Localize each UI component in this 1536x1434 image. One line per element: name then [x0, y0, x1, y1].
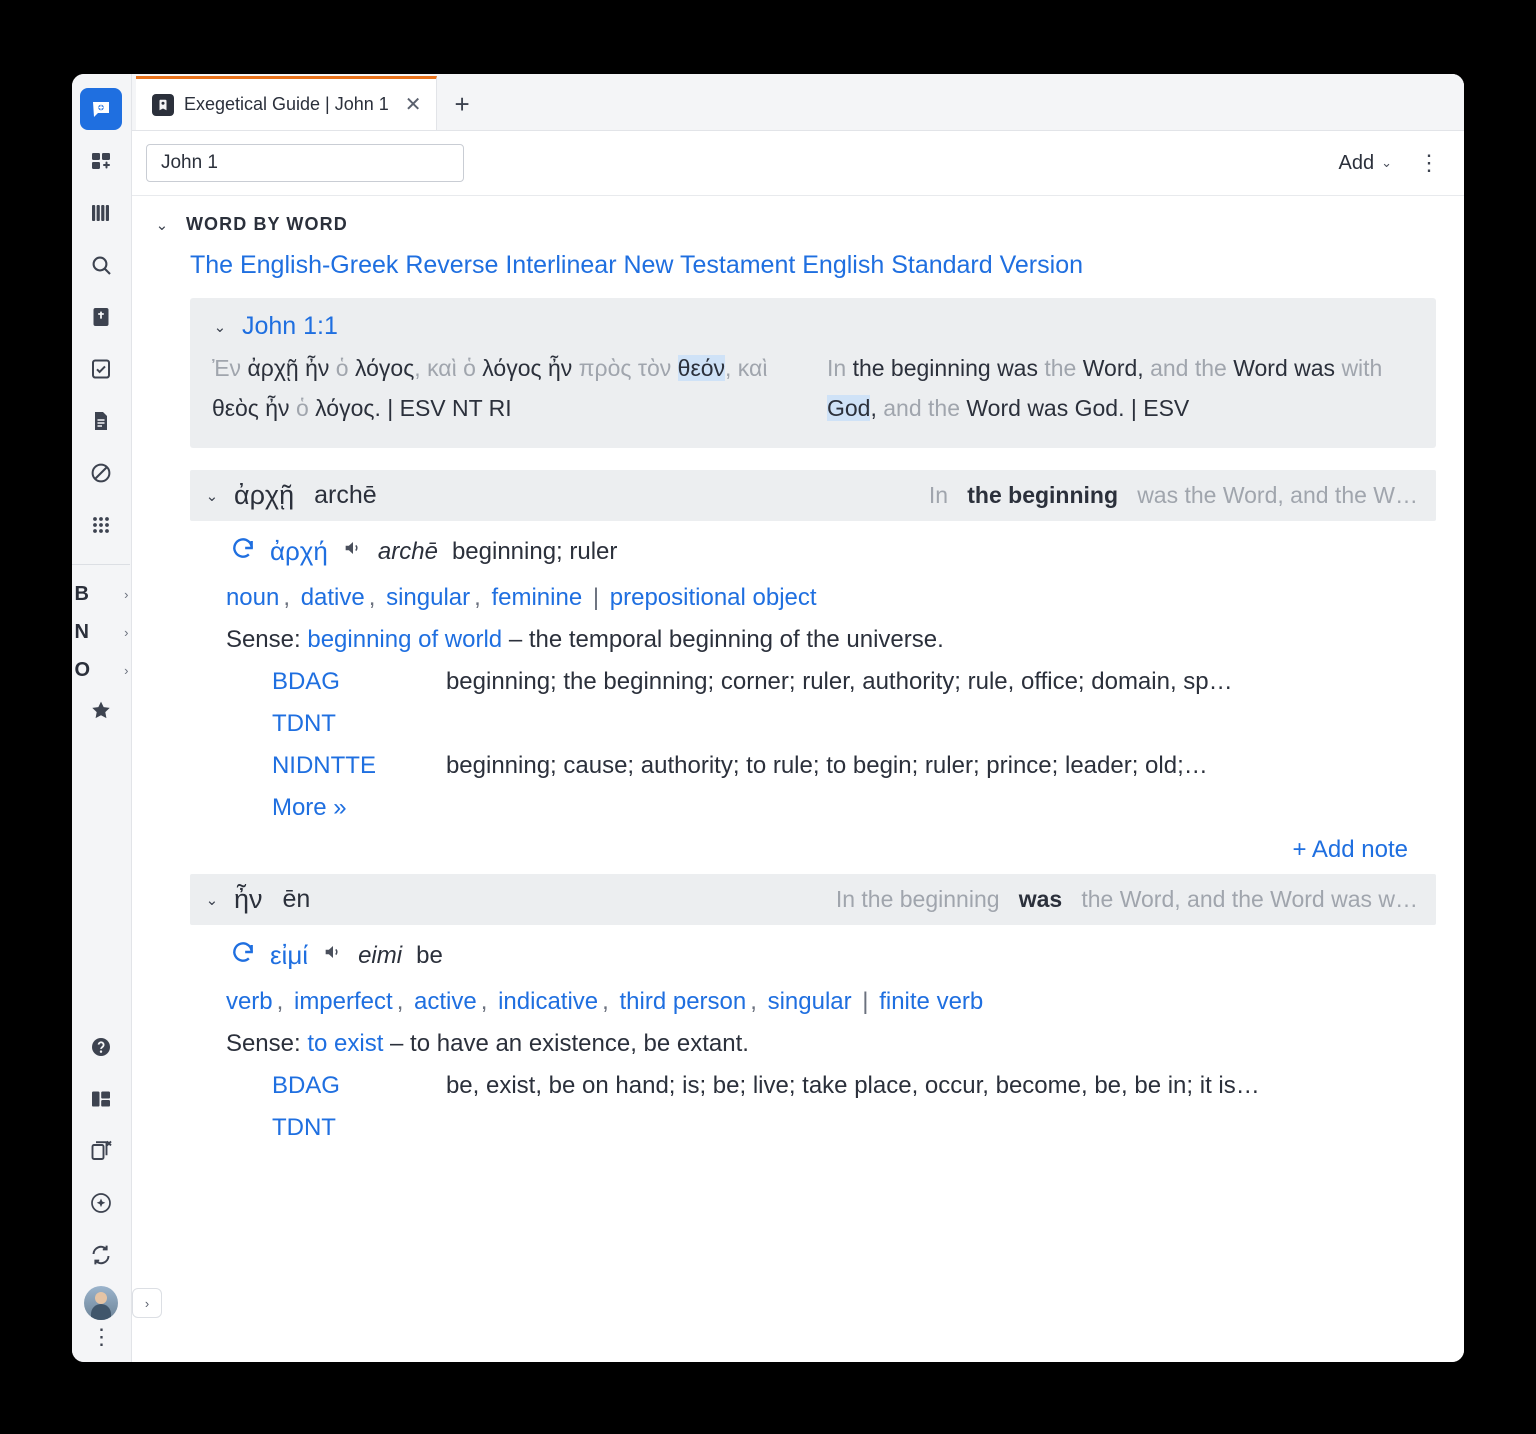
morph-link[interactable]: finite verb — [879, 988, 984, 1016]
add-note-button[interactable]: + Add note — [1292, 836, 1408, 864]
reference-value: John 1 — [160, 152, 218, 173]
reference-input[interactable] — [146, 144, 464, 182]
morph-separator: , — [480, 988, 495, 1016]
tab-label: Exegetical Guide | John 1 — [183, 94, 389, 114]
verse-reference[interactable]: John 1:1 — [241, 312, 338, 340]
logos-book-icon — [152, 94, 174, 116]
sidebar-item-sync[interactable] — [80, 1234, 122, 1276]
verse-token[interactable]: Word was God. | ESV — [966, 394, 1190, 421]
sidebar-item-tasks[interactable] — [80, 348, 122, 390]
dictionary-text: beginning; the beginning; corner; ruler, authority; rule, office; domain, sp… — [445, 668, 1233, 696]
sidebar-letter-label: B — [74, 582, 89, 605]
sidebar-item-documents[interactable] — [80, 400, 122, 442]
context-before: In the beginning — [835, 886, 1000, 913]
verse-english-text — [827, 349, 1414, 428]
new-tab-button[interactable]: + — [454, 89, 470, 119]
sense-row — [226, 626, 1436, 654]
morph-link[interactable]: indicative — [498, 988, 599, 1016]
sense-definition: – the temporal beginning of the universe. — [502, 626, 944, 654]
dictionary-text: be, exist, be on hand; is; be; live; take place, occur, become, be, be in; it is… — [445, 1072, 1260, 1100]
sidebar-more-button[interactable]: ⋮ — [90, 1324, 113, 1349]
sidebar-item-bible[interactable] — [80, 296, 122, 338]
verse-token[interactable]: with — [1341, 355, 1383, 381]
word-entry — [190, 874, 1436, 1142]
sense-link[interactable]: beginning of world — [307, 626, 503, 654]
lemma-row — [230, 535, 1436, 568]
morph-link[interactable]: prepositional object — [609, 584, 817, 612]
dictionary-row — [272, 752, 1436, 780]
chevron-down-icon: ⌄ — [205, 891, 219, 909]
sidebar-item-search[interactable] — [80, 244, 122, 286]
verse-token[interactable]: θεὸς ἦν — [211, 394, 296, 421]
close-icon[interactable]: ✕ — [404, 94, 422, 116]
section-word-by-word-header[interactable] — [132, 214, 1464, 235]
tab-exegetical-guide[interactable] — [136, 76, 437, 130]
verse-greek-text — [212, 349, 799, 428]
chevron-down-icon: ⌄ — [1381, 155, 1392, 170]
word-header[interactable] — [190, 874, 1436, 925]
dictionary-row — [272, 1114, 1436, 1142]
verse-token[interactable]: καὶ — [737, 355, 768, 381]
morphology-row — [226, 984, 1436, 1020]
morph-link[interactable]: imperfect — [293, 988, 393, 1016]
sense-link[interactable]: to exist — [307, 1030, 384, 1058]
left-rail — [72, 74, 150, 1362]
sense-definition: – to have an existence, be extant. — [383, 1030, 749, 1058]
sidebar-expand-button[interactable]: › — [132, 1288, 162, 1318]
section-title: WORD BY WORD — [185, 214, 348, 234]
lemma-gloss: beginning; ruler — [451, 537, 618, 565]
sense-row — [226, 1030, 1436, 1058]
morph-link[interactable]: singular — [767, 988, 852, 1016]
add-button[interactable] — [1339, 152, 1393, 175]
word-header[interactable] — [190, 470, 1436, 521]
lemma-transliteration: archē — [377, 537, 438, 565]
verse-token[interactable]: ὁ — [335, 355, 355, 381]
morph-separator: , — [368, 584, 383, 612]
sidebar-item-b[interactable] — [72, 575, 130, 613]
verse-token[interactable]: λόγος ἦν — [482, 355, 579, 381]
morph-separator: , — [750, 988, 764, 1016]
more-link[interactable]: More » — [271, 794, 347, 822]
verse-token[interactable]: , — [414, 355, 428, 381]
lemma-link[interactable]: εἰμί — [269, 940, 309, 971]
avatar[interactable] — [84, 1286, 118, 1320]
sidebar-item-home[interactable] — [80, 88, 122, 130]
dictionary-name[interactable]: NIDNTTE — [271, 752, 376, 780]
sidebar-item-library[interactable] — [80, 192, 122, 234]
dictionary-row — [272, 1072, 1436, 1100]
morph-link[interactable]: singular — [386, 584, 471, 612]
morph-separator: | — [586, 584, 606, 612]
morph-separator: | — [855, 988, 876, 1016]
tab-bar — [132, 74, 1464, 131]
verse-token[interactable]: Ἐν — [211, 355, 248, 381]
verse-token[interactable]: and the — [883, 394, 967, 421]
sidebar-item-n[interactable] — [72, 613, 130, 651]
sidebar-item-panels[interactable] — [80, 1078, 122, 1120]
dictionary-row — [272, 668, 1436, 696]
morph-link[interactable]: feminine — [491, 584, 583, 612]
word-surface-form: ἀρχῇ — [233, 480, 295, 511]
more-options-button[interactable]: ⋮ — [1418, 150, 1440, 175]
morph-link[interactable]: active — [414, 988, 477, 1016]
lemma-gloss: be — [416, 941, 443, 969]
word-context — [836, 886, 1418, 913]
dictionary-name[interactable]: TDNT — [271, 710, 336, 738]
sidebar-letter-label: O — [74, 658, 91, 681]
morph-separator: , — [474, 584, 488, 612]
morphology-row — [226, 580, 1436, 616]
sidebar-letter-label: N — [74, 620, 89, 643]
toolbar-right — [1339, 152, 1447, 175]
morph-separator: , — [396, 988, 411, 1016]
toolbar — [132, 131, 1464, 196]
context-highlight: was — [1018, 886, 1063, 913]
verse-token[interactable]: πρὸς τὸν — [578, 355, 678, 381]
morph-link[interactable]: dative — [300, 584, 365, 612]
audio-icon[interactable] — [342, 537, 364, 566]
dictionary-name[interactable]: TDNT — [271, 1114, 336, 1142]
chevron-down-icon: ⌄ — [213, 318, 227, 336]
chevron-down-icon: ⌄ — [205, 487, 219, 505]
verse-token[interactable]: Word was — [1233, 355, 1342, 381]
verse-token[interactable]: θεόν — [677, 355, 726, 381]
verse-token[interactable]: God — [826, 394, 871, 421]
verse-token[interactable]: λόγος — [354, 355, 415, 381]
refresh-icon[interactable] — [230, 535, 256, 568]
sense-label: Sense: — [225, 626, 308, 654]
sidebar-item-assistant[interactable] — [80, 1182, 122, 1224]
verse-header[interactable] — [212, 312, 1414, 341]
verse-token[interactable]: and the — [1150, 355, 1234, 381]
morph-link[interactable]: verb — [225, 988, 273, 1016]
verse-token[interactable]: λόγος — [315, 394, 375, 421]
lemma-link[interactable]: ἀρχή — [269, 536, 328, 567]
morph-separator: , — [602, 988, 616, 1016]
morph-link[interactable]: noun — [225, 584, 280, 612]
lemma-row — [230, 939, 1436, 972]
chevron-right-icon: › — [124, 624, 129, 640]
word-transliteration: ēn — [282, 885, 311, 914]
context-after: was the Word, and the W… — [1137, 482, 1418, 509]
morph-link[interactable]: third person — [619, 988, 747, 1016]
audio-icon[interactable] — [322, 941, 344, 970]
morph-separator: , — [283, 584, 297, 612]
sidebar-item-layouts[interactable] — [80, 140, 122, 182]
verse-token[interactable]: καὶ ὁ — [427, 355, 483, 381]
verse-token[interactable]: ἀρχῇ ἦν — [247, 355, 336, 381]
guide-content — [132, 196, 1464, 1362]
word-context — [929, 482, 1418, 509]
resource-link[interactable]: The English-Greek Reverse Interlinear New Testament English Standard Version — [189, 251, 1083, 279]
dictionary-name[interactable]: BDAG — [271, 668, 340, 696]
lemma-transliteration: eimi — [358, 941, 403, 969]
sidebar-item-privacy[interactable] — [80, 452, 122, 494]
word-surface-form: ἦν — [233, 884, 263, 915]
sidebar-item-close-all[interactable] — [80, 1130, 122, 1172]
morph-separator: , — [276, 988, 290, 1016]
chevron-right-icon: › — [124, 586, 129, 602]
app-window — [72, 74, 1464, 1362]
add-label: Add — [1338, 151, 1375, 174]
verse-token[interactable]: , — [870, 394, 884, 421]
verse-card — [190, 298, 1436, 448]
word-entry — [190, 470, 1436, 864]
verse-token[interactable]: In — [826, 355, 853, 381]
verse-token[interactable]: the — [1044, 355, 1083, 381]
verse-token[interactable]: ὁ — [295, 394, 316, 421]
context-before: In — [928, 482, 949, 509]
context-after: the Word, and the Word was w… — [1081, 886, 1418, 913]
chevron-right-icon: › — [124, 662, 129, 678]
word-transliteration: archē — [314, 481, 377, 510]
dictionary-row — [272, 710, 1436, 738]
verse-token[interactable]: Word, — [1082, 355, 1151, 381]
main-area — [132, 74, 1464, 1362]
chevron-down-icon: ⌄ — [155, 216, 169, 234]
sidebar-item-help[interactable] — [80, 1026, 122, 1068]
context-highlight: the beginning — [967, 482, 1119, 509]
sidebar-item-favorites[interactable] — [80, 689, 122, 731]
verse-token[interactable]: , — [725, 355, 738, 381]
sidebar-item-o[interactable] — [72, 651, 130, 689]
verse-token[interactable]: the beginning was — [852, 355, 1045, 381]
dictionary-text: beginning; cause; authority; to rule; to begin; ruler; prince; leader; old;… — [445, 752, 1208, 780]
refresh-icon[interactable] — [230, 939, 256, 972]
sense-label: Sense: — [225, 1030, 308, 1058]
divider — [72, 564, 130, 565]
dictionary-name[interactable]: BDAG — [271, 1072, 340, 1100]
sidebar-item-apps[interactable] — [80, 504, 122, 546]
verse-token[interactable]: . | ESV NT RI — [374, 394, 512, 421]
